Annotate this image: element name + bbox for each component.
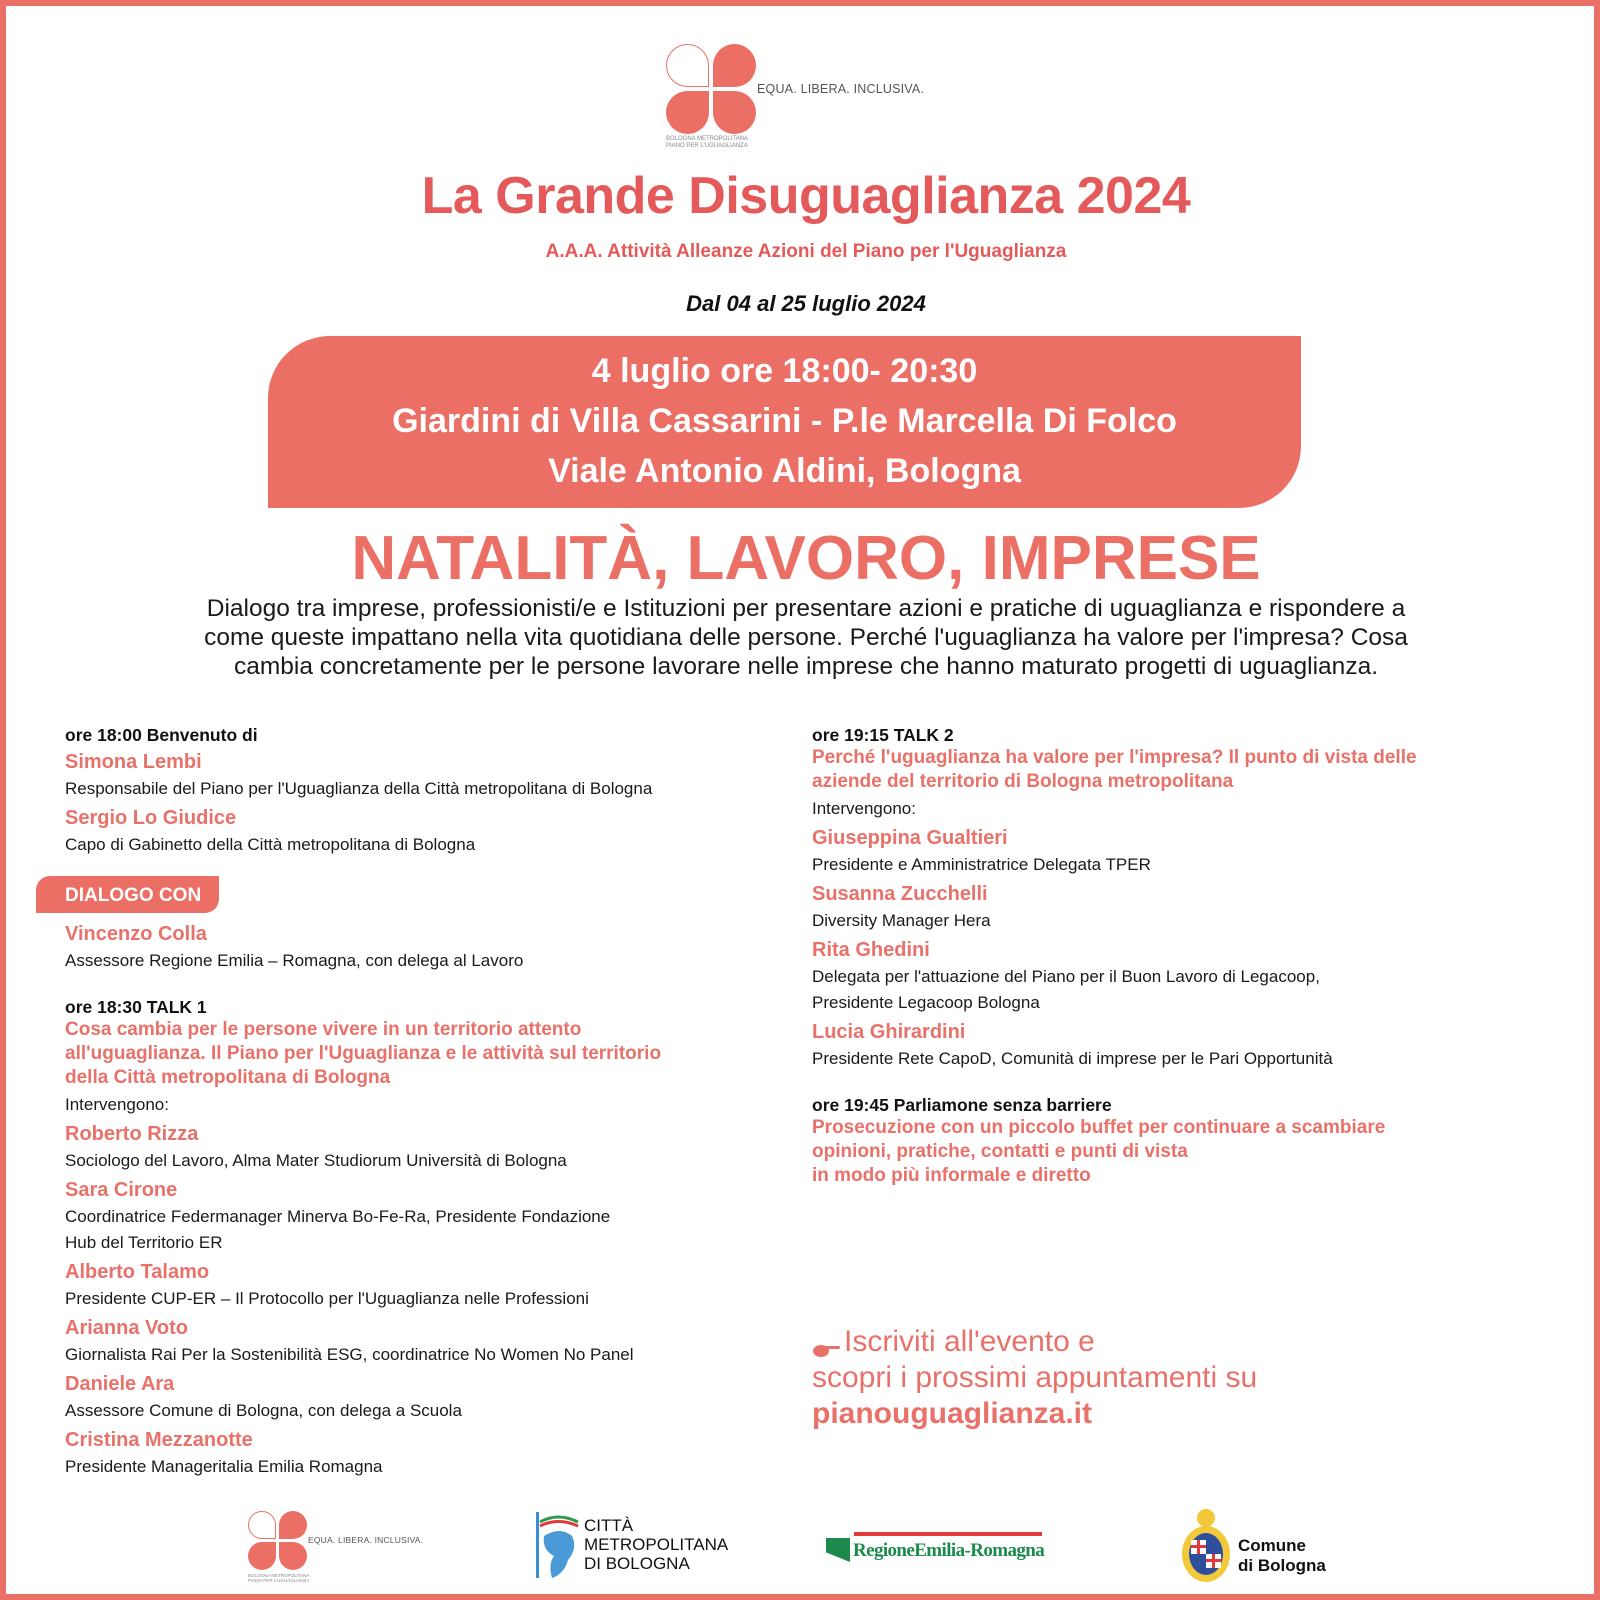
clover-logo-icon <box>666 44 756 134</box>
speaker-name: Sara Cirone <box>65 1179 178 1201</box>
event-info-banner <box>268 336 1301 508</box>
speaker-name: Roberto Rizza <box>65 1123 199 1145</box>
speaker-name: Daniele Ara <box>65 1373 175 1395</box>
headline: NATALITÀ, LAVORO, IMPRESE <box>351 524 1261 593</box>
closing-time: ore 19:45 Parliamone senza barriere <box>812 1095 1112 1115</box>
pointing-hand-icon <box>812 1331 842 1347</box>
closing-description: Prosecuzione con un piccolo buffet per continuare a scambiare opinioni, pratiche, contatti e punti di vista in modo più informale e diretto <box>812 1117 1386 1186</box>
clover-logo-icon <box>248 1511 308 1571</box>
website-link[interactable]: pianouguaglianza.it <box>812 1397 1093 1430</box>
welcome-time: ore 18:00 Benvenuto di <box>65 725 258 745</box>
page-title: La Grande Disuguaglianza 2024 <box>421 167 1191 225</box>
speaker-name: Simona Lembi <box>65 751 202 773</box>
logo-subtext: BOLOGNA METROPOLITANA PIANO PER L'UGUAGLIANZA <box>666 136 748 149</box>
event-dates: Dal 04 al 25 luglio 2024 <box>686 291 926 316</box>
talk1-time: ore 18:30 TALK 1 <box>65 997 207 1017</box>
logo-tagline: EQUA. LIBERA. INCLUSIVA. <box>757 82 925 96</box>
event-venue: Giardini di Villa Cassarini - P.le Marcella Di Folco <box>392 402 1177 440</box>
event-time: 4 luglio ore 18:00- 20:30 <box>591 352 978 390</box>
speaker-role: Sociologo del Lavoro, Alma Mater Studiorum Università di Bologna <box>65 1151 567 1170</box>
speaker-role: Presidente Legacoop Bologna <box>812 993 1040 1012</box>
speaker-name: Arianna Voto <box>65 1317 188 1339</box>
speaker-role: Diversity Manager Hera <box>812 911 991 930</box>
speaker-name: Cristina Mezzanotte <box>65 1429 253 1451</box>
intervengono-label: Intervengono: <box>812 799 916 818</box>
region-flag-icon <box>826 1538 850 1562</box>
speaker-role: Presidente CUP-ER – Il Protocollo per l'Uguaglianza nelle Professioni <box>65 1289 589 1308</box>
speaker-role: Coordinatrice Federmanager Minerva Bo-Fe-Ra, Presidente Fondazione <box>65 1207 611 1226</box>
lion-crest-icon <box>534 1508 582 1580</box>
speaker-name: Susanna Zucchelli <box>812 883 988 905</box>
speaker-role: Presidente Manageritalia Emilia Romagna <box>65 1457 383 1476</box>
speaker-role: Assessore Comune di Bologna, con delega a Scuola <box>65 1401 462 1420</box>
talk2-time: ore 19:15 TALK 2 <box>812 725 954 745</box>
citta-metropolitana-logo: CITTÀ METROPOLITANA DI BOLOGNA <box>534 1508 714 1580</box>
dialogo-con-tag: DIALOGO CON <box>36 876 219 913</box>
speaker-name: Rita Ghedini <box>812 939 930 961</box>
speaker-name: Vincenzo Colla <box>65 923 207 945</box>
speaker-role: Presidente e Amministratrice Delegata TPER <box>812 855 1151 874</box>
speaker-role: Assessore Regione Emilia – Romagna, con delega al Lavoro <box>65 951 524 970</box>
registration-cta: Iscriviti all'evento e scopri i prossimi appuntamenti su pianouguaglianza.it <box>812 1324 1512 1432</box>
program-left-column <box>65 724 785 1480</box>
intro-paragraph: Dialogo tra imprese, professionisti/e e Istituzioni per presentare azioni e pratiche di uguaglianza e rispondere a come queste impattano nella vita quotidiana delle persone. Perché l'uguaglianza ha valore per l'impresa? Cosa cambia concretamente per le persone lavorare nelle imprese che hanno maturato progetti di uguaglianza. <box>204 595 1408 680</box>
regione-emilia-romagna-logo: RegioneEmilia-Romagna <box>826 1530 1056 1570</box>
speaker-role: Hub del Territorio ER <box>65 1233 223 1252</box>
speaker-name: Alberto Talamo <box>65 1261 210 1283</box>
piano-uguaglianza-logo: EQUA. LIBERA. INCLUSIVA. BOLOGNA METROPOLITANA PIANO PER L'UGUAGLIANZA <box>248 1511 418 1581</box>
speaker-role: Presidente Rete CapoD, Comunità di imprese per le Pari Opportunità <box>812 1049 1333 1068</box>
bologna-coat-of-arms-icon <box>1178 1506 1234 1586</box>
speaker-role: Giornalista Rai Per la Sostenibilità ESG, coordinatrice No Women No Panel <box>65 1345 634 1364</box>
talk2-title: Perché l'uguaglianza ha valore per l'impresa? Il punto di vista delle aziende del territorio di Bologna metropolitana <box>812 747 1417 792</box>
page-subtitle: A.A.A. Attività Alleanze Azioni del Piano per l'Uguaglianza <box>545 241 1067 262</box>
speaker-name: Lucia Ghirardini <box>812 1021 966 1043</box>
speaker-role: Responsabile del Piano per l'Uguaglianza della Città metropolitana di Bologna <box>65 779 653 798</box>
speaker-role: Delegata per l'attuazione del Piano per il Buon Lavoro di Legacoop, <box>812 967 1320 986</box>
speaker-name: Sergio Lo Giudice <box>65 807 237 829</box>
comune-di-bologna-logo: Comune di Bologna <box>1178 1506 1348 1586</box>
talk1-title: Cosa cambia per le persone vivere in un territorio attento all'uguaglianza. Il Piano per l'Uguaglianza e le attività sul territorio della Città metropolitana di Bologna <box>65 1019 662 1088</box>
header-logo <box>666 44 926 152</box>
intervengono-label: Intervengono: <box>65 1095 169 1114</box>
event-address: Viale Antonio Aldini, Bologna <box>548 452 1021 490</box>
program-right-column <box>812 724 1552 1188</box>
speaker-name: Giuseppina Gualtieri <box>812 827 1008 849</box>
speaker-role: Capo di Gabinetto della Città metropolitana di Bologna <box>65 835 476 854</box>
